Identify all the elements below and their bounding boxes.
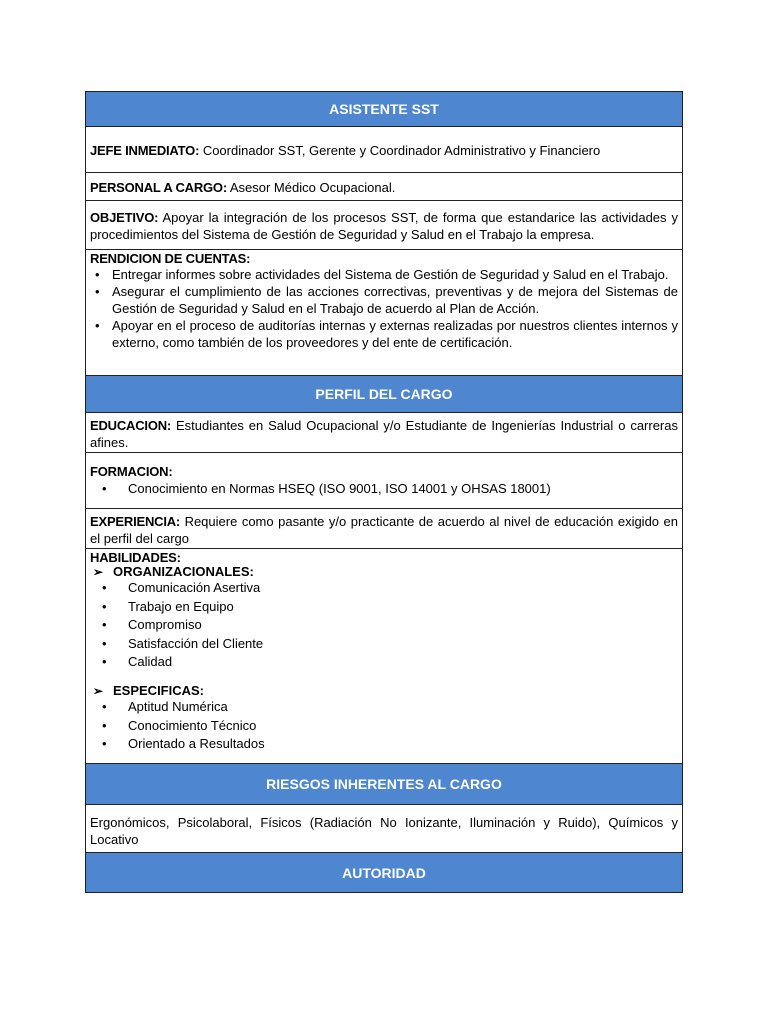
rendicion-label: RENDICION DE CUENTAS: xyxy=(90,251,251,266)
educacion-text: Estudiantes en Salud Ocupacional y/o Estudiante de Ingenierías Industrial o carreras afines. xyxy=(90,418,678,450)
formacion-label: FORMACION: xyxy=(90,464,173,479)
page-title: ASISTENTE SST xyxy=(329,101,439,117)
bullet-icon: • xyxy=(102,654,107,670)
row-educacion xyxy=(86,413,682,453)
objetivo-text: Apoyar la integración de los procesos SST, de forma que estandarice las actividades y procedimientos del Sistema de Gestión de Seguridad y Salud en el Trabajo la empresa. xyxy=(90,210,678,242)
section-title: RIESGOS INHERENTES AL CARGO xyxy=(266,776,502,792)
bullet-icon: • xyxy=(95,318,100,333)
job-profile-table xyxy=(85,91,683,893)
jefe-text: Coordinador SST, Gerente y Coordinador Administrativo y Financiero xyxy=(199,142,601,158)
list-item: • Conocimiento Técnico xyxy=(90,717,678,736)
list-item: • Calidad xyxy=(90,653,678,672)
jefe-label: JEFE INMEDIATO: xyxy=(90,142,200,158)
list-item: • Compromiso xyxy=(90,616,678,635)
riesgos-text: Ergonómicos, Psicolaboral, Físicos (Radiación No Ionizante, Iluminación y Ruido), Químicos y Locativo xyxy=(90,814,678,847)
objetivo-label: OBJETIVO: xyxy=(90,210,159,225)
row-riesgos-text xyxy=(86,805,682,853)
bullet-icon: • xyxy=(102,736,107,752)
row-personal-a-cargo xyxy=(86,173,682,201)
bullet-icon: • xyxy=(102,717,107,733)
especificas-heading: ➢ ESPECIFICAS: xyxy=(90,684,678,698)
especificas-list xyxy=(90,698,678,754)
section-title: PERFIL DEL CARGO xyxy=(315,386,453,402)
row-formacion xyxy=(86,453,682,509)
list-item: • Asegurar el cumplimiento de las acciones correctivas, preventivas y de mejora del Sistemas de Gestión de Seguridad y Salud en el Trabajo de acuerdo al Plan de Acción. xyxy=(95,284,678,316)
list-item: • Entregar informes sobre actividades del Sistema de Gestión de Seguridad y Salud en el Trabajo. xyxy=(95,267,669,282)
formacion-list xyxy=(90,480,678,497)
bullet-icon: • xyxy=(95,267,100,282)
row-habilidades xyxy=(86,549,682,764)
arrow-bullet-icon: ➢ xyxy=(93,565,104,579)
organizacionales-list xyxy=(90,579,678,672)
experiencia-label: EXPERIENCIA: xyxy=(90,514,181,529)
educacion-label: EDUCACION: xyxy=(90,418,172,433)
header-perfil-cargo xyxy=(86,376,682,413)
row-jefe-inmediato xyxy=(86,127,682,173)
personal-label: PERSONAL A CARGO: xyxy=(90,179,227,195)
list-item: • Satisfacción del Cliente xyxy=(90,635,678,654)
list-item: • Conocimiento en Normas HSEQ (ISO 9001, ISO 14001 y OHSAS 18001) xyxy=(102,481,551,496)
list-item: • Aptitud Numérica xyxy=(90,698,678,717)
bullet-icon: • xyxy=(102,598,107,614)
experiencia-text: Requiere como pasante y/o practicante de acuerdo al nivel de educación exigido en el perfil del cargo xyxy=(90,514,678,546)
bullet-icon: • xyxy=(102,481,107,496)
row-rendicion-cuentas xyxy=(86,250,682,376)
rendicion-list xyxy=(90,266,678,351)
header-asistente-sst xyxy=(86,92,682,127)
habilidades-label: HABILIDADES: xyxy=(90,550,181,565)
personal-text: Asesor Médico Ocupacional. xyxy=(226,179,396,195)
bullet-icon: • xyxy=(95,284,100,299)
list-item: • Trabajo en Equipo xyxy=(90,598,678,617)
list-item: • Orientado a Resultados xyxy=(90,735,678,754)
organizacionales-heading: ➢ ORGANIZACIONALES: xyxy=(90,565,678,579)
header-autoridad xyxy=(86,853,682,892)
row-objetivo xyxy=(86,201,682,250)
bullet-icon: • xyxy=(102,617,107,633)
bullet-icon: • xyxy=(102,698,107,714)
list-item: • Comunicación Asertiva xyxy=(90,579,678,598)
section-title: AUTORIDAD xyxy=(342,864,426,881)
header-riesgos xyxy=(86,764,682,805)
bullet-icon: • xyxy=(102,635,107,651)
arrow-bullet-icon: ➢ xyxy=(93,683,104,698)
list-item: • Apoyar en el proceso de auditorías internas y externas realizadas por nuestros clientes internos y externo, como también de los proveedores y del ente de certificación. xyxy=(95,318,678,350)
row-experiencia xyxy=(86,509,682,549)
bullet-icon: • xyxy=(102,580,107,595)
